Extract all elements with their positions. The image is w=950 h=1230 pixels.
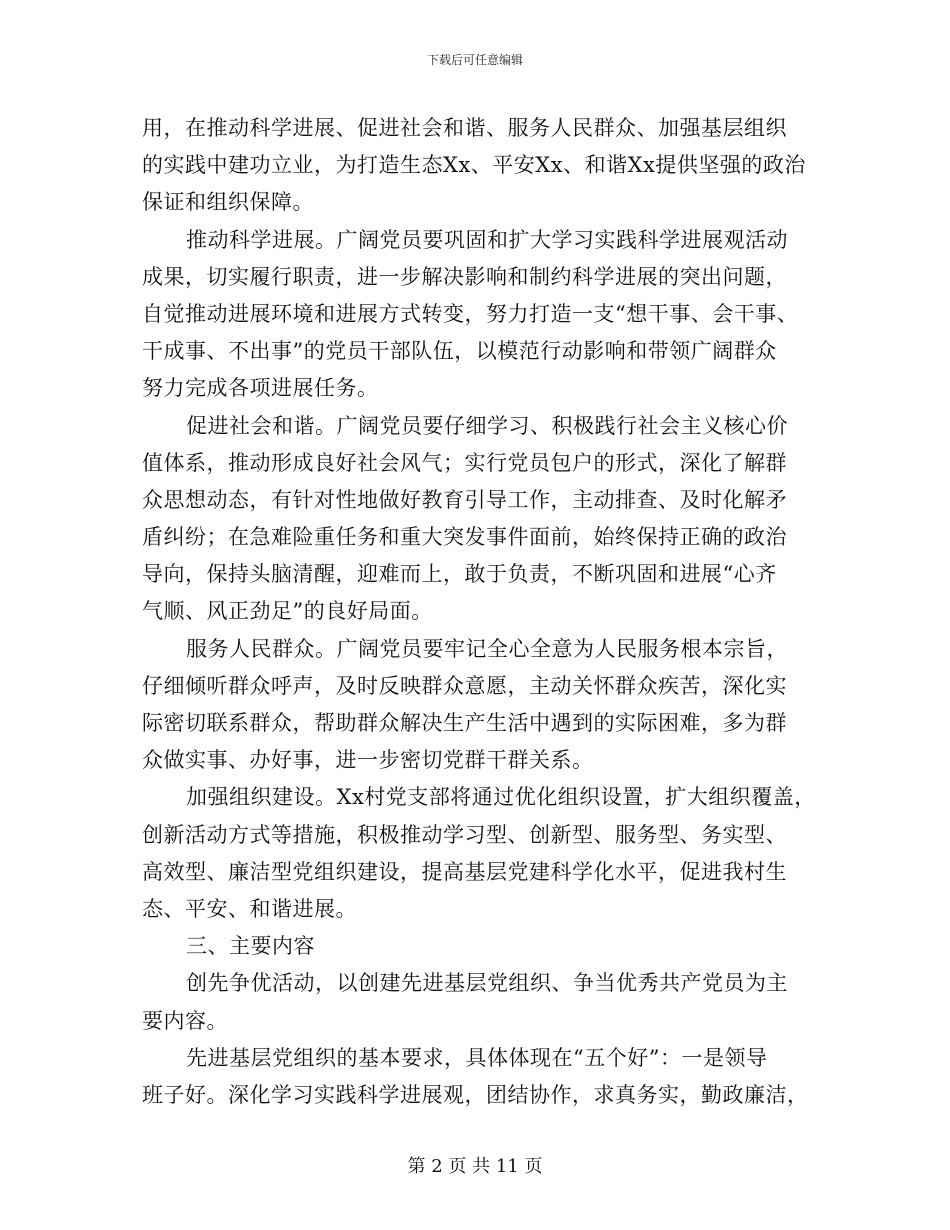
text-line: 际密切联系群众，帮助群众解决生产生活中遇到的实际困难，多为群 [142,711,787,735]
text-line: 值体系，推动形成良好社会风气；实行党员包户的形式，深化了解群 [142,450,787,475]
text-line: 众思想动态，有针对性地做好教育引导工作，主动排查、及时化解矛 [142,487,787,512]
paragraph-start-line: 服务人民群众。广阔党员要牢记全心全意为人民服务根本宗旨， [186,636,788,661]
paragraph-start-line: 促进社会和谐。广阔党员要仔细学习、积极践行社会主义核心价 [186,413,788,438]
text-line: 努力完成各项进展任务。 [142,376,379,401]
text-line: 导向，保持头脑清醒，迎难而上，敢于负责，不断巩固和进展“心齐 [142,562,777,587]
text-line: 成果，切实履行职责，进一步解决影响和制约科学进展的突出问题， [142,264,787,289]
text-line: 盾纠纷；在急难险重任务和重大突发事件面前，始终保持正确的政治 [142,525,787,550]
text-line: 干成事、不出事”的党员干部队伍，以模范行动影响和带领广阔群众 [142,339,777,364]
page-number-footer: 第 2 页 共 11 页 [407,1156,543,1177]
text-line: 要内容。 [142,1008,228,1033]
text-line: 创新活动方式等措施，积极推动学习型、创新型、服务型、务实型、 [142,822,787,847]
paragraph-start-line: 先进基层党组织的基本要求，具体体现在“五个好”：一是领导 [186,1045,768,1070]
text-line: 的实践中建功立业，为打造生态Xx、平安Xx、和谐Xx提供坚强的政治 [142,153,806,178]
text-line: 态、平安、和谐进展。 [142,896,357,921]
text-line: 高效型、廉洁型党组织建设，提高基层党建科学化水平，促进我村生 [142,859,787,884]
paragraph-start-line: 创先争优活动，以创建先进基层党组织、争当优秀共产党员为主 [186,971,788,996]
page-header: 下载后可任意编辑 [426,53,523,67]
text-line: 气顺、风正劲足”的良好局面。 [142,599,433,624]
text-line: 用，在推动科学进展、促进社会和谐、服务人民群众、加强基层组织 [142,116,787,140]
text-line: 仔细倾听群众呼声，及时反映群众意愿，主动关怀群众疾苦，深化实 [142,673,787,698]
text-line: 班子好。深化学习实践科学进展观，团结协作，求真务实，勤政廉洁， [142,1082,809,1107]
text-line: 自觉推动进展环境和进展方式转变，努力打造一支“想干事、会干事、 [142,301,799,326]
paragraph-start-line: 加强组织建设。Xx村党支部将通过优化组织设置，扩大组织覆盖， [186,785,816,810]
body-text [142,110,816,1114]
text-line: 保证和组织保障。 [142,190,314,215]
paragraph-start-line: 推动科学进展。广阔党员要巩固和扩大学习实践科学进展观活动 [186,227,788,252]
text-line: 众做实事、办好事，进一步密切党群干群关系。 [142,748,594,773]
section-heading: 三、主要内容 [186,934,315,959]
